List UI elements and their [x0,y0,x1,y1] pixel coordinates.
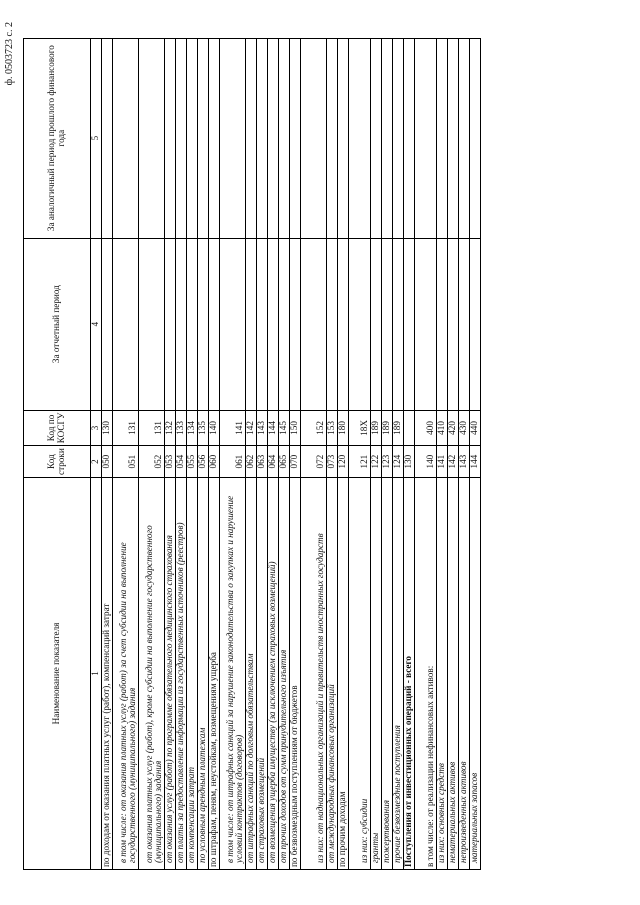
row-kosgu: 153 [327,410,338,446]
row-kosgu: 18X [349,410,371,446]
form-code: ф. 0503723 с. 2 [4,22,15,86]
row-kosgu: 410 [437,410,448,446]
row-kosgu: 152 [301,410,327,446]
row-name: от штрафных санкций по долговым обязательствам [246,478,257,870]
table-row [393,38,404,869]
column-number: 4 [91,238,102,410]
row-current-value [165,238,176,410]
row-previous-value [404,38,415,238]
table-row [404,38,415,869]
row-current-value [415,238,437,410]
row-current-value [268,238,279,410]
table-row [176,38,187,869]
row-current-value [290,238,301,410]
row-code: 073 [327,446,338,478]
row-code: 063 [257,446,268,478]
report-table [23,38,481,870]
row-previous-value [113,38,139,238]
column-number-row [91,38,102,869]
row-current-value [220,238,246,410]
row-code: 062 [246,446,257,478]
row-kosgu: 135 [198,410,209,446]
row-previous-value [327,38,338,238]
table-row [113,38,139,869]
row-previous-value [301,38,327,238]
row-previous-value [209,38,220,238]
row-name: по прочим доходам [338,478,349,870]
row-kosgu: 420 [448,410,459,446]
header-row [24,38,91,869]
table-row [338,38,349,869]
row-current-value [327,238,338,410]
row-current-value [176,238,187,410]
row-previous-value [268,38,279,238]
row-current-value [371,238,382,410]
header-name: Наименование показателя [24,478,91,870]
row-kosgu: 145 [279,410,290,446]
row-code: 065 [279,446,290,478]
row-name: по штрафам, пеням, неустойкам, возмещениям ущерба [209,478,220,870]
row-kosgu: 440 [470,410,481,446]
row-previous-value [459,38,470,238]
header-current-period: За отчетный период [24,238,91,410]
row-previous-value [198,38,209,238]
table-row [187,38,198,869]
row-current-value [187,238,198,410]
row-name: от оказания платных услуг (работ), кроме субсидии на выполнение государственного (муниципального) задания [139,478,165,870]
table-row [102,38,113,869]
row-name: материальных запасов [470,478,481,870]
row-name: пожертвования [382,478,393,870]
row-kosgu: 131 [113,410,139,446]
row-name: в том числе: от оказания платных услуг (работ) за счет субсидии на выполнение государственного (муниципального) задания [113,478,139,870]
row-code: 050 [102,446,113,478]
row-previous-value [139,38,165,238]
row-kosgu: 132 [165,410,176,446]
row-kosgu: 140 [209,410,220,446]
row-code: 055 [187,446,198,478]
row-kosgu [404,410,415,446]
table-row [290,38,301,869]
row-previous-value [371,38,382,238]
table-row [279,38,290,869]
row-kosgu: 130 [102,410,113,446]
row-previous-value [349,38,371,238]
row-name: непроизведенных активов [459,478,470,870]
column-number: 2 [91,446,102,478]
row-current-value [209,238,220,410]
row-name: от оказания услуг (работ) по программе обязательного медицинского страхования [165,478,176,870]
table-row [257,38,268,869]
row-name: по условным арендным платежам [198,478,209,870]
row-name: гранты [371,478,382,870]
row-code: 122 [371,446,382,478]
row-kosgu: 189 [371,410,382,446]
row-code: 123 [382,446,393,478]
row-name: от компенсации затрат [187,478,198,870]
table-row [415,38,437,869]
row-name: по безвозмездным поступлениям от бюджетов [290,478,301,870]
row-current-value [102,238,113,410]
row-name: от платы за предоставление информации из государственных источников (реестров) [176,478,187,870]
row-name: от страховых возмещений [257,478,268,870]
row-code: 130 [404,446,415,478]
row-current-value [349,238,371,410]
header-kosgu: Код по КОСГУ [24,410,91,446]
row-code: 054 [176,446,187,478]
table-row [327,38,338,869]
row-name: в том числе: от штрафных санкций за нарушение законодательства о закупках и нарушение условий контрактов (договоров) [220,478,246,870]
header-previous-period: За аналогичный период прошлого финансового года [24,38,91,238]
row-name: от возмещения ущерба имуществу (за исключением страховых возмещений) [268,478,279,870]
row-code: 052 [139,446,165,478]
table-row [371,38,382,869]
header-row-code: Код строки [24,446,91,478]
row-code: 053 [165,446,176,478]
row-kosgu: 134 [187,410,198,446]
row-name: прочие безвозмездные поступления [393,478,404,870]
row-code: 060 [209,446,220,478]
table-row [268,38,279,869]
row-previous-value [437,38,448,238]
row-previous-value [102,38,113,238]
table-row [437,38,448,869]
row-name: из них: от наднациональных организаций и правительств иностранных государств [301,478,327,870]
row-previous-value [415,38,437,238]
row-kosgu: 143 [257,410,268,446]
row-previous-value [448,38,459,238]
table-row [165,38,176,869]
row-code: 140 [415,446,437,478]
row-kosgu: 144 [268,410,279,446]
row-kosgu: 133 [176,410,187,446]
row-kosgu: 430 [459,410,470,446]
row-code: 141 [437,446,448,478]
row-code: 061 [220,446,246,478]
row-current-value [382,238,393,410]
row-name: от международных финансовых организаций [327,478,338,870]
row-current-value [246,238,257,410]
row-kosgu: 131 [139,410,165,446]
table-row [349,38,371,869]
table-row [448,38,459,869]
row-name: от прочих доходов от сумм принудительного изъятия [279,478,290,870]
row-current-value [139,238,165,410]
row-kosgu: 141 [220,410,246,446]
row-previous-value [393,38,404,238]
row-code: 144 [470,446,481,478]
row-current-value [257,238,268,410]
row-current-value [459,238,470,410]
row-code: 120 [338,446,349,478]
row-previous-value [279,38,290,238]
row-previous-value [176,38,187,238]
row-name: нематериальных активов [448,478,459,870]
table-row [459,38,470,869]
row-name: по доходам от оказания платных услуг (работ), компенсаций затрат [102,478,113,870]
row-previous-value [220,38,246,238]
row-current-value [448,238,459,410]
row-previous-value [165,38,176,238]
column-number: 1 [91,478,102,870]
row-name: Поступления от инвестиционных операций - всего [404,478,415,870]
row-previous-value [187,38,198,238]
row-kosgu: 189 [393,410,404,446]
row-current-value [437,238,448,410]
table-body [102,38,481,869]
row-current-value [279,238,290,410]
row-kosgu: 142 [246,410,257,446]
row-current-value [338,238,349,410]
column-number: 3 [91,410,102,446]
row-current-value [198,238,209,410]
row-name: из них: основных средств [437,478,448,870]
row-previous-value [246,38,257,238]
row-previous-value [290,38,301,238]
table-row [209,38,220,869]
table-row [246,38,257,869]
row-previous-value [470,38,481,238]
row-current-value [470,238,481,410]
table-row [198,38,209,869]
table-row [470,38,481,869]
row-code: 056 [198,446,209,478]
row-code: 142 [448,446,459,478]
row-current-value [301,238,327,410]
row-code: 064 [268,446,279,478]
row-kosgu: 180 [338,410,349,446]
table-row [301,38,327,869]
row-code: 121 [349,446,371,478]
row-name: в том числе: от реализации нефинансовых активов: [415,478,437,870]
row-name: из них: субсидии [349,478,371,870]
row-kosgu: 400 [415,410,437,446]
row-code: 072 [301,446,327,478]
row-code: 124 [393,446,404,478]
row-previous-value [338,38,349,238]
table-row [220,38,246,869]
row-previous-value [382,38,393,238]
table-row [139,38,165,869]
column-number: 5 [91,38,102,238]
row-code: 070 [290,446,301,478]
row-current-value [113,238,139,410]
row-kosgu: 189 [382,410,393,446]
row-code: 143 [459,446,470,478]
table-row [382,38,393,869]
row-code: 051 [113,446,139,478]
row-current-value [404,238,415,410]
row-current-value [393,238,404,410]
row-kosgu: 150 [290,410,301,446]
row-previous-value [257,38,268,238]
